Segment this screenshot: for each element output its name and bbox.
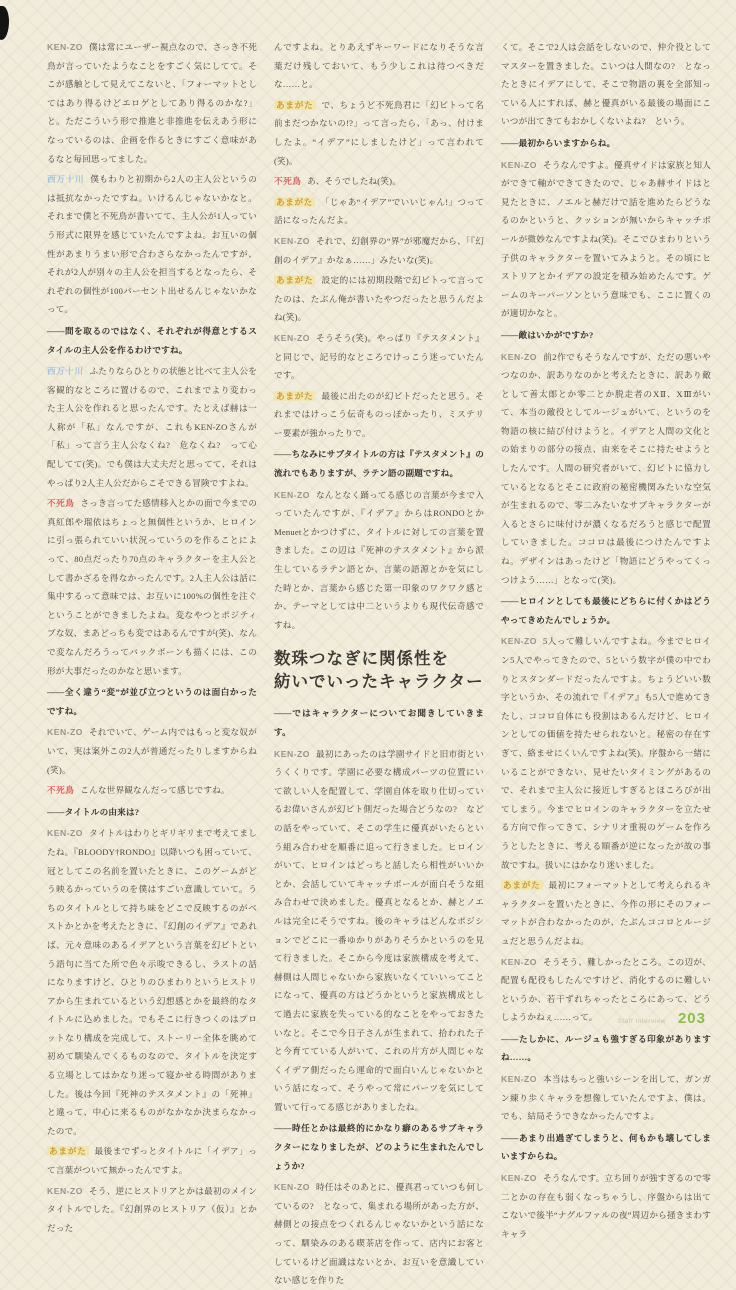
- dialogue-paragraph: あまがた で、ちょうど不死鳥君に「幻ビトって名前まだつかないの!?」って言ったら、「あっ、付けましたよ。“イデア”にしましたけど」って言われて(笑)。: [274, 99, 484, 166]
- interviewer-question: ――ではキャラクターについてお聞きしていきます。: [274, 708, 484, 737]
- speaker-label: KEN-ZO: [274, 489, 310, 500]
- speaker-label: 不死鳥: [47, 498, 75, 509]
- dialogue-paragraph: 西万十川 僕もわりと初期から2人の主人公というのは抵抗なかったですね。いけるんじゃないかなと。それまで僕と不死鳥が書いてて、主人公が1人っていう形式に限界を感じていたんですよね。お互いの個性があまりうまい形で合わさらなかったんですが、それが2人が別々の主人公を担当するとなったら、それぞれの個性が100パーセント出せるんじゃないかなって。: [47, 174, 257, 315]
- dialogue-paragraph: あまがた 最初にフォーマットとして考えられるキャラクターを置いたときに、今作の形にそのフォーマットが合わなかったのが、たぶんココロとルージュだと思うんだよね。: [501, 880, 711, 946]
- interviewer-question: ――時任とかは最終的にかなり癖のあるサブキャラクターになりましたが、どのように生まれたんでしょうか?: [274, 1123, 484, 1171]
- speaker-label: KEN-ZO: [47, 727, 83, 738]
- dialogue-paragraph: KEN-ZO 本当はもっと強いシーンを出して、ガンガン練り歩くキャラを想像していたんですよ、僕は。でも、結局そうできなかったんですよ。: [501, 1074, 711, 1122]
- dialogue-paragraph: あまがた 最後に出たのが幻ビトだったと思う。それまではけっこう伝奇ものっぽかったり、ミステリー要素が強かったりで。: [274, 390, 484, 438]
- text-column-2: [274, 38, 484, 1286]
- dialogue-paragraph: KEN-ZO そうそう、難しかったところ。この辺が、配置も配役もしたんですけど、消化するのに難しいというか、若干ずれちゃったところにあって、どうしようかねぇ……って。: [501, 956, 711, 1023]
- interviewer-question: ――ちなみにサブタイトルの方は『テスタメント』の流れでもありますが、ラテン語の副題ですね。: [274, 449, 484, 479]
- dialogue-paragraph: KEN-ZO それでいて、ゲーム内ではもっと変な奴がいて、実は案外この2人が普通だったりしますからね(笑)。: [47, 727, 257, 775]
- dialogue-paragraph: KEN-ZO 前2作でもそうなんですが、ただの悪いやつなのか、訳ありなのかと考えたときに、訳あり敵として善太郎とか零二とか脱走者のXⅡ、XⅢがいて、本当の敵役としてルージュがいて、というのを物語の核に結び付けようと。イデアと人間の文化との始まりの部分の接点、由来をそこに持たせようとしたんです。人間の研究者がいて、幻ビトに協力しているとなるとそこに政府の秘密機関みたいな空気が生まれるので、零二みたいなサブキャラクターが入るとさらに味付けが濃くなるだろうと感じで配置していきました。ココロは最後につけたんですよね。デザインはあったけど「物語にどうやってくっつけよう……」となって(笑)。: [501, 351, 711, 585]
- dialogue-paragraph: 不死鳥 こんな世界観なんだって感じですね。: [47, 785, 230, 796]
- speaker-label: KEN-ZO: [501, 636, 537, 647]
- speaker-label: あまがた: [276, 390, 314, 401]
- dialogue-paragraph: KEN-ZO 僕は常にユーザー視点なので、さっき不死鳥が言っていたようなことをすごく気にしてて。そこが感触として見えてこないと、「フォーマットとしてはあり得るけどエロゲとしてあり得るのかな?」と。ただこういう形で推進と非推進を伝えあう形になっているのは、企画を作るときにすごく意味があるなと毎回思ってました。: [47, 42, 257, 164]
- speaker-label: KEN-ZO: [274, 748, 310, 759]
- interviewer-question: ――最初からいますからね。: [501, 137, 616, 148]
- page-number: 203: [677, 1010, 706, 1027]
- speaker-label: あまがた: [276, 196, 313, 207]
- interviewer-question: ――ヒロインとしても最後にどちらに付くかはどうやってきめたんでしょうか。: [501, 596, 711, 625]
- footer-section-label: Staff Interview: [617, 1018, 666, 1025]
- dialogue-paragraph: あまがた 設定的には初期段階で幻ビトって言ってたのは、たぶん俺が書いたやつだったと思うんだよね(笑)。: [274, 275, 484, 323]
- dialogue-paragraph: あまがた 「じゃあ“イデア”でいいじゃん!」つって話になったんだよ。: [274, 196, 484, 226]
- speaker-label: KEN-ZO: [274, 332, 310, 343]
- dialogue-paragraph: KEN-ZO 時任はそのあとに、優真君っていつも何しているの? となって、集まれる場所があった方が、赫側との接点をつくれるんじゃないかという話になって、馴染みのある喫茶店を作って、店内にお客としているけど面識はないとか、お互いを意識していない感じを作りた: [274, 1182, 484, 1286]
- speaker-label: KEN-ZO: [501, 1173, 537, 1184]
- speaker-label: KEN-ZO: [274, 235, 310, 246]
- speaker-label: KEN-ZO: [501, 159, 537, 170]
- speaker-label: KEN-ZO: [274, 1182, 310, 1193]
- speaker-label: あまがた: [276, 99, 314, 110]
- speaker-label: あまがた: [503, 880, 541, 891]
- dialogue-paragraph: KEN-ZO そうなんです。立ち回りが強すぎるので零二とかの存在も弱くなっちゃうし、序盤からは出てこないで後半“ナグルファルの夜”周辺から掻きまわすキャラ: [501, 1173, 711, 1239]
- section-heading: 数珠つなぎに関係性を 紡いでいったキャラクター: [274, 650, 484, 692]
- dialogue-paragraph: KEN-ZO 最初にあったのは学園サイドと旧市街というくくりです。学園に必要な構成パーツの位置にいて欲しい人を配置して、学園自体を取り仕切っているお偉いさんが幻ビト側だった場合どうなの? などの話をやっていて、そこの学生に優真がいたらという組み合わせを順番に追って行きました。ヒロインがいて、ヒロインはどっちと話したら相性がいいかとか、会話していてキャッチボールが面白そうな組み合わせで決めました。優真となるとか、赫とノエルは完全にそうですね。後のキャラはどんなポジションでどこに一番ゆかりがありそうかというのを見て行きました。そこから今度は家族構成を考えて、赫側は人間じゃないから家族いなくていいってことになって、優真の方はどうかというと家族構成として過去に家族を失っている的なことをやっておきたいなと。そこで今日子さんが生まれて、拾われた子と今育てている人がいて、これの片方が人間じゃなくイデア側だったら運命的で面白いんじゃないかという話になって、そうやって常にパーツを気にして置いて行ってる感じがありましたね。: [274, 748, 484, 1112]
- speaker-label: あまがた: [276, 275, 314, 286]
- dialogue-paragraph: KEN-ZO それで、幻創界の“界”が邪魔だから、「『幻創のイデア』かなぁ……」みたいな(笑)。: [274, 235, 484, 265]
- speaker-label: KEN-ZO: [47, 828, 83, 839]
- dialogue-paragraph: 西万十川 ふたりならひとりの状態と比べて主人公を客観的なところに置けるので、これまでより変わった主人公を作れると思ったんです。たとえば赫は一人称が「私」なんですが、これもKEN-ZOさんが「私」って言う主人公なくね? 危なくね? って心配してて(笑)。でも僕は大丈夫だと思ってて、それはやっぱり2人主人公だからこそできる冒険ですよね。: [47, 366, 257, 488]
- text-column-1: [47, 38, 257, 1233]
- continuation-paragraph: くて。そこで2人は会話をしないので、仲介役としてマスターを置きました。こいつは人間なの? となったときにイデアにして、そこで物語の裏を全部知っている人にすれば、赫と優真がいる最後の場面にこいつが出てきてもおかしくないよね? という。: [501, 42, 711, 127]
- continuation-paragraph: んですよね。とりあえずキーワードになりそうな言葉だけ残しておいて、もう少しこれは待つべきだな……と。: [274, 42, 484, 90]
- speaker-label: 不死鳥: [274, 176, 302, 187]
- dialogue-paragraph: 不死鳥 あ、そうでしたね(笑)。: [274, 176, 402, 187]
- dialogue-paragraph: KEN-ZO そう、逆にヒストリアとかは最初のメインタイトルでした。『幻創界のヒストリア（仮）』とかだった: [47, 1185, 257, 1233]
- interviewer-question: ――タイトルの由来は?: [47, 806, 140, 817]
- dialogue-paragraph: 不死鳥 さっき言ってた感情移入とかの面で今までの真紅郎や瑠依はちょっと無個性というか、ヒロインに引っ張られていい状況っていうのを作ることによって、80点だったり70点のキャラクターを主人公として書かざるを得なかったんです。2人主人公は話に集中するって意味では、お互いに100%の個性を注ぐということができましたよね。変なやつとポジティブな奴、まあどっちも変ではあるんですが(笑)、なんで変なんだろうってバックボーンも描くには、この形が大事だったのかなと思います。: [47, 498, 257, 676]
- dialogue-paragraph: KEN-ZO タイトルはわりとギリギリまで考えてましたね。『BLOODY†RONDO』以降いつも困っていて、冠としてこの名前を置いたときに、このゲームがどう映るかっていうのを僕はすごい意識していて。うちのタイトルとして持ち味をどこで反映するのがベストかとかを考えたときに、『幻創のイデア』であれば、元々意味のあるイデアという言葉を幻ビトという語句に当てた所で色々示唆できるし、ラストの話になりますけど、ひとりのひまわりというヒストリアから生まれているという幻想感とかを最終的なタイトルに込めました。でもそこに行きつくのはプロットなり構成を完成して、ストーリー全体を眺めて初めて馴染んでくるものなので、タイトルを決定する立場としてはかなり迷って寝かせる時間がありました。後は今回『死神のテスタメント』の「死神」と違って、中心に来るものがなかなか決まらなかったので。: [47, 828, 257, 1136]
- dialogue-paragraph: KEN-ZO なんとなく踊ってる感じの言葉が今まで入っていたんですが、『イデア』からはRONDOとかMenuetとかつけずに、タイトルに対しての言葉を置きました。この辺は『死神のテスタメント』から派生しているラテン語とか、言葉の語源とかを気にした時とか、言葉から感じた第一印象のワクワク感とか、テーマとしては中二というよりも現代伝奇感ですね。: [274, 489, 484, 630]
- speaker-label: KEN-ZO: [501, 1074, 537, 1085]
- dialogue-paragraph: あまがた 最後までずっとタイトルに「イデア」って言葉がついて無かったんですよ。: [47, 1146, 257, 1176]
- speaker-label: KEN-ZO: [501, 351, 537, 362]
- interviewer-question: ――全く違う“変”が並び立つというのは面白かったですね。: [47, 687, 257, 716]
- interviewer-question: ――敵はいかがですか?: [501, 329, 594, 340]
- speaker-label: KEN-ZO: [47, 1185, 83, 1196]
- dialogue-paragraph: KEN-ZO 5人って難しいんですよね。今までヒロイン5人でやってきたので、5という数字が僕の中でわりとスタンダードだったんですよ。ちょうどいい数字というか、その流れで『イデア』も5人で進めてきたし、ココロ自体にも役割はあるんだけど、ヒロインとしての価値を持たせられないと。秘密の存在すぎて、絡ませにくいんですよね(笑)。序盤から一緒にいることができない、見せたいタイミングがあるので、それまで主人公に接近しすぎるとほころびが出てしまう。今までヒロインのキャラクターを立たせる方向で作ってきて、シナリオ重視のゲームを作ろうとしたときに、考える順番が逆になったが故の事故ですね。扱いにはかなり迷いました。: [501, 636, 711, 870]
- interviewer-question: ――あまり出過ぎてしまうと、何もかも壊してしまいますからね。: [501, 1132, 711, 1162]
- interviewer-question: ――間を取るのではなく、それぞれが得意とするスタイルの主人公を作るわけですね。: [47, 325, 257, 355]
- speaker-label: 不死鳥: [47, 785, 75, 796]
- speaker-label: KEN-ZO: [501, 956, 537, 967]
- speaker-label: 西万十川: [47, 174, 85, 185]
- speaker-label: 西万十川: [47, 366, 84, 377]
- speaker-label: あまがた: [49, 1146, 87, 1157]
- speaker-label: KEN-ZO: [47, 42, 83, 52]
- dialogue-paragraph: KEN-ZO そうそう(笑)。やっぱり『テスタメント』と同じで、記号的なところでけっこう迷っていたんです。: [274, 332, 484, 381]
- dialogue-paragraph: KEN-ZO そうなんですよ。優真サイドは家族と知人ができて軸ができてきたので、じゃあ赫サイドはと見たときに、ノエルと赫だけで話を進めたらどうなるのかというと、クッションが無いからキャッチボールが微妙なんですよね(笑)。そこでひまわりという子供のキャラクターを置いてみようと。その頃にヒストリアとかイデアの設定を積み始めたんです。ゲームのキーパーソンという意味でも、ここに置くのが適切かなと。: [501, 159, 711, 319]
- scan-artifact: [0, 6, 9, 40]
- interviewer-question: ――たしかに、ルージュも強すぎる印象がありますね……。: [501, 1033, 711, 1063]
- page-footer: [617, 1010, 706, 1027]
